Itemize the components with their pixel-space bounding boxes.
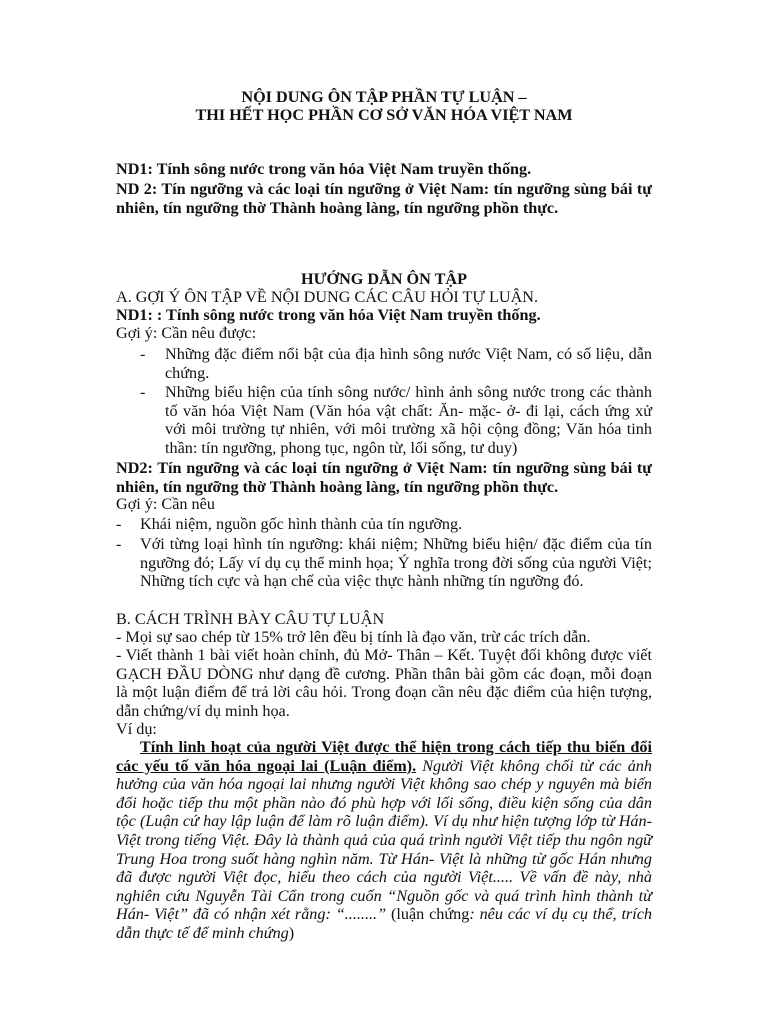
guide-nd2-hint: Gợi ý: Cần nêu bbox=[116, 495, 215, 513]
list-dash: - bbox=[140, 345, 146, 363]
example-thesis: Tính linh hoạt của người Việt được thể hiện trong cách tiếp thu biến đổi các yếu tố văn hóa ngoại lai (Luận điểm). bbox=[116, 738, 652, 775]
list-dash: - bbox=[116, 535, 122, 553]
nd2-list-item: Với từng loại hình tín ngưỡng: khái niệm; Những biểu hiện/ đặc điểm của tín ngưỡng đó; Lấy ví dụ cụ thể minh họa; Ý nghĩa trong đời sống của người Việt; Những tích cực và hạn chế của việc thực hành những tín ngưỡng đó. bbox=[140, 535, 652, 591]
example-tail-rest: : nêu các ví dụ cụ thể, trích dẫn thực tế để minh chứng bbox=[116, 905, 653, 942]
guide-nd1-hint: Gợi ý: Cần nêu được: bbox=[116, 324, 257, 342]
section-b-heading: B. CÁCH TRÌNH BÀY CÂU TỰ LUẬN bbox=[116, 610, 385, 628]
example-tail-word: luận chứng bbox=[396, 905, 470, 924]
example-label: Ví dụ: bbox=[116, 720, 157, 738]
list-dash: - bbox=[116, 515, 122, 533]
section-b-rule-2: - Viết thành 1 bài viết hoàn chỉnh, đủ Mở- Thân – Kết. Tuyệt đối không được viết GẠCH ĐẦU DÒNG như dạng đề cương. Phần thân bài gồm các đoạn, mỗi đoạn là một luận điểm để trả lời câu hỏi. Trong đoạn cần nêu đặc điểm của hiện tượng, dẫn chứng/ví dụ minh họa. bbox=[116, 646, 652, 720]
document-title-line-1: NỘI DUNG ÔN TẬP PHẦN TỰ LUẬN – bbox=[241, 88, 527, 106]
nd1-list-item: Những đặc điểm nổi bật của địa hình sông nước Việt Nam, có số liệu, dẫn chứng. bbox=[165, 345, 652, 382]
example-body: Người Việt không chối từ các ảnh hưởng của văn hóa ngoại lai nhưng người Việt không sao chép y nguyên mà biến đổi hoặc tiếp thu một phần nào đó phù hợp với lối sống, điều kiện sống của dân tộc (Luận cứ hay lập luận để làm rõ luận điểm). Ví dụ như hiện tượng lớp từ Hán- Việt trong tiếng Việt. Đây là thành quả của quá trình người Việt tiếp thu ngôn ngữ Trung Hoa trong suốt hàng nghìn năm. Từ Hán- Việt là những từ gốc Hán nhưng đã được người Việt đọc, hiểu theo cách của người Việt..... Về vấn đề này, nhà nghiên cứu Nguyễn Tài Cẩn trong cuốn “Nguồn gốc và quá trình hình thành từ Hán- Việt” đã có nhận xét rằng: “........” bbox=[116, 756, 652, 924]
section-b-rule-1: - Mọi sự sao chép từ 15% trở lên đều bị tính là đạo văn, trừ các trích dẫn. bbox=[116, 628, 591, 646]
topic-nd2: ND 2: Tín ngưỡng và các loại tín ngưỡng ở Việt Nam: tín ngưỡng sùng bái tự nhiên, tín ngưỡng thờ Thành hoàng làng, tín ngưỡng phồn thực. bbox=[116, 180, 652, 217]
document-title-line-2: THI HẾT HỌC PHẦN CƠ SỞ VĂN HÓA VIỆT NAM bbox=[195, 106, 573, 124]
nd1-list-item: Những biểu hiện của tính sông nước/ hình ảnh sông nước trong các thành tố văn hóa Việt Nam (Văn hóa vật chất: Ăn- mặc- ở- đi lại, cách ứng xử với môi trường tự nhiên, với môi trường xã hội cộng đồng; Văn hóa tinh thần: tín ngưỡng, phong tục, ngôn từ, lối sống, tư duy) bbox=[165, 383, 652, 457]
topic-nd1: ND1: Tính sông nước trong văn hóa Việt Nam truyền thống. bbox=[116, 160, 532, 178]
section-a-heading: A. GỢI Ý ÔN TẬP VỀ NỘI DUNG CÁC CÂU HỎI TỰ LUẬN. bbox=[116, 288, 539, 306]
list-dash: - bbox=[140, 383, 146, 401]
example-tail-close: ) bbox=[288, 923, 295, 942]
guide-nd1-title: ND1: : Tính sông nước trong văn hóa Việt Nam truyền thống. bbox=[116, 306, 541, 324]
example-paragraph bbox=[116, 738, 652, 943]
guide-heading: HƯỚNG DẪN ÔN TẬP bbox=[301, 270, 467, 288]
example-tail-open: ( bbox=[386, 905, 397, 924]
guide-nd2-title: ND2: Tín ngưỡng và các loại tín ngưỡng ở Việt Nam: tín ngưỡng sùng bái tự nhiên, tín ngưỡng thờ Thành hoàng làng, tín ngưỡng phồn thực. bbox=[116, 459, 652, 496]
nd2-list-item: Khái niệm, nguồn gốc hình thành của tín ngưỡng. bbox=[140, 515, 463, 533]
